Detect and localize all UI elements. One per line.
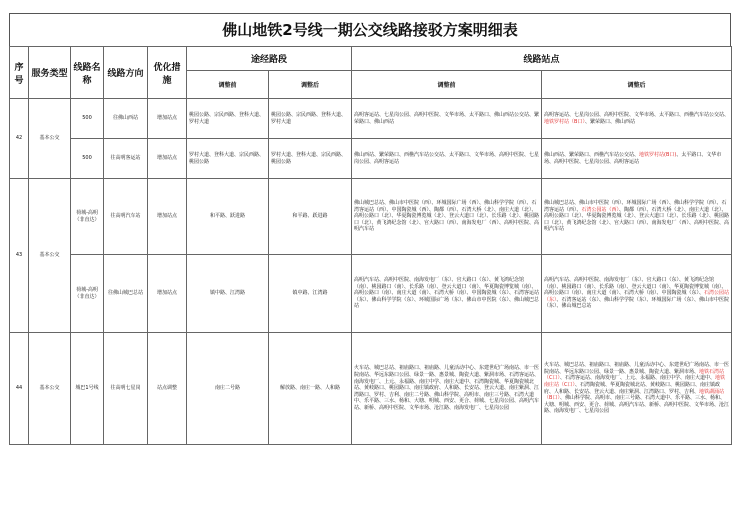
route-table-sheet	[9, 13, 731, 510]
cell-optimize: 增加站点	[148, 99, 187, 139]
stop-text: 高明汽车站、高明中医院、南海发电厂（东）、官大路口（东）、黄飞鸿纪念馆（南）、桃园路口（南）、长乐路（南）、登云大道口（南）、华夏陶瓷博览城（南）、高明公路口（南）、南庄大道（南）、石湾大桥（南）、中国陶瓷城（东）、	[544, 277, 727, 297]
cell-line: 城巴1号线	[71, 333, 104, 445]
header-route-before: 调整前	[187, 71, 269, 99]
cell-stops-after	[542, 99, 732, 139]
stop-text: 、佛山科学院、高明市、南庄三号路、石湾大道中、乐平路、三水、杨和、大塘、明城、西安、更合、荷城、高明汽车站、新桥、高明中医院、文华市场、沧江路、南海发电厂、七星岗公园	[544, 395, 730, 415]
cell-optimize: 增加站点	[148, 179, 187, 255]
cell-stops-after	[542, 179, 732, 255]
new-stop-highlight: 石湾公园站（东）	[544, 290, 730, 303]
stop-text: 、繁荣路口、佛山西站	[584, 118, 635, 125]
stop-text: 、石湾客运站、南海发电厂、上元、永福路、南庄中学、南庄大道中、	[560, 375, 716, 382]
header-seq: 序号	[10, 47, 29, 99]
stop-text: 火车站、城巴总站、祖庙路口、祖庙路、儿童活动中心、东建世纪广场南站、市一医院南站、华远东路口公园、绿景一路、惠景城、陶瓷大道、紫洞市场、	[544, 362, 730, 375]
cell-optimize: 增加站点	[148, 139, 187, 179]
header-service-type: 服务类型	[29, 47, 71, 99]
header-stops-before: 调整前	[352, 71, 542, 99]
stop-text: 、石湾客运站（东）、佛山科学学院（东）、环城国际广场（东）、佛山市中医院（东）、佛山城巴总站	[544, 296, 730, 310]
cell-seq: 43	[10, 179, 29, 333]
cell-line: 500	[71, 139, 104, 179]
cell-direction: 往高明客运站	[104, 139, 148, 179]
stop-text: 、石湾陶瓷城、华夏陶瓷城北站、黄岐路口、桃园路口、南庄镇政府、人和路、长安站、登云大道、南庄紫洞、江湾路口、罗村、吉利、	[544, 381, 721, 395]
cell-seq: 44	[10, 333, 29, 445]
header-optimize: 优化措施	[148, 47, 187, 99]
table-row	[10, 255, 732, 333]
table-row	[10, 139, 732, 179]
cell-stops-after	[542, 333, 732, 445]
cell-direction: 往高明汽车站	[104, 179, 148, 255]
cell-line: 500	[71, 99, 104, 139]
cell-direction: 往佛山城巴总站	[104, 255, 148, 333]
cell-service-type: 基本公交	[29, 179, 71, 333]
cell-route-before: 罗村大道、登科大道、宗民西路、桃园公路	[187, 139, 269, 179]
cell-optimize: 增加站点	[148, 255, 187, 333]
cell-stops-before: 高明汽车站、高明中医院、南海发电厂（东）、官大路口（东）、黄飞鸿纪念馆（南）、桃园路口（南）、长乐路（南）、登云大道口（南）、华夏陶瓷博览城（南）、高明公路口（南）、南庄大道（南）、石湾大桥（南）、中国陶瓷城（东）、石湾客运站（东）、佛山科学学院（东）、环城国际广场（东）、佛山市中医院（东）、佛山城巴总站	[352, 255, 542, 333]
stop-text: 佛山城巴总站、佛山市中医院（西）、环城国际广场（西）、佛山科学学院（西）、石湾客运站（西）、	[544, 200, 727, 213]
cell-direction: 往佛山西站	[104, 99, 148, 139]
header-stops-after: 调整后	[542, 71, 732, 99]
header-route-after: 调整后	[269, 71, 352, 99]
new-stop-highlight: 地铁南庄站（C口）	[544, 375, 726, 388]
table-row	[10, 99, 732, 139]
header-route-group: 途经路段	[187, 47, 352, 71]
new-stop-highlight: 地铁罗村站（B口）	[544, 118, 585, 125]
stop-text: 、陶都（西）、石湾大桥（北）、南庄大道（北）、高明公路口（北）、华夏陶瓷博览城（北）、登云大道口（北）、长乐路（北）、桃园路口（北）、黄飞鸿纪念馆（北）、官大路口（西）、南海发电厂（西）、高明中医院、高明汽车站	[544, 206, 730, 233]
cell-route-after: 罗村大道、登科大道、宗民西路、桃园公路	[269, 139, 352, 179]
route-table	[9, 46, 732, 445]
new-stop-highlight: 地铁石湾站（C口）	[544, 368, 725, 382]
cell-stops-before: 高明客运站、七星岗公园、高明中医院、文华市场、太平路口、佛山西站公交站、繁荣路口、佛山西站	[352, 99, 542, 139]
cell-route-after: 镇中路、江湾路	[269, 255, 352, 333]
cell-stops-after	[542, 139, 732, 179]
cell-service-type: 基本公交	[29, 99, 71, 179]
new-stop-highlight: 石湾公园站（西）	[581, 206, 620, 213]
new-stop-highlight: 地铁罗村站(B口)	[639, 151, 677, 158]
stop-text: 佛山西站、繁荣路口、西樵汽车站公交站、	[544, 151, 640, 158]
cell-route-before: 桃园公路、宗民西路、登科大道、罗村大道	[187, 99, 269, 139]
cell-direction: 往高明七星岗	[104, 333, 148, 445]
page-title: 佛山地铁2号线一期公交线路接驳方案明细表	[9, 13, 731, 47]
cell-stops-before: 火车站、城巴总站、祖庙路口、祖庙路、儿童活动中心、东建世纪广场南站、市一医院南站、华远东路口公园、绿景一路、惠景城、陶瓷大道、紫洞市场、石湾客运站、南海发电厂、上元、永福路、南庄中学、南庄大道中、石湾陶瓷城、华夏陶瓷城北站、黄岐路口、桃园路口、南庄镇政府、人和路、长安站、登云大道、南庄紫洞、江湾路口、罗村、吉利、南庄二号路、佛山科学院、高明市、南庄三号路、石湾大道中、乐平路、三水、杨和、大塘、明城、西安、更合、荷城、七星岗公园、高明汽车站、新桥、高明中医院、文华市场、沧江路、南海发电厂、七星岗公园	[352, 333, 542, 445]
cell-route-before: 南庄二号路	[187, 333, 269, 445]
cell-route-before: 和平路、跃进路	[187, 179, 269, 255]
cell-route-after: 解放路、南庄一路、人和路	[269, 333, 352, 445]
header-direction: 线路方向	[104, 47, 148, 99]
cell-service-type: 基本公交	[29, 333, 71, 445]
cell-seq: 42	[10, 99, 29, 179]
cell-route-before: 镇中路、江湾路	[187, 255, 269, 333]
cell-route-after: 桃园公路、宗民西路、登科大道、罗村大道	[269, 99, 352, 139]
stop-text: 高明客运站、七星岗公园、高明中医院、文华市场、太平路口、西樵汽车站公交站、	[544, 111, 730, 118]
stop-text: 、太平路口、文华市场、高明中医院、七星岗公园、高明客运站	[544, 151, 722, 165]
cell-optimize: 站点调整	[148, 333, 187, 445]
header-line-name: 线路名称	[71, 47, 104, 99]
cell-stops-before: 佛山城巴总站、佛山市中医院（西）、环城国际广场（西）、佛山科学学院（西）、石湾客运站（西）、中国陶瓷城（西）、陶都（西）、石湾大桥（北）、南庄大道（北）、高明公路口（北）、华夏陶瓷博览城（北）、登云大道口（北）、长乐路（北）、桃园路口（北）、黄飞鸿纪念馆（北）、官大路口（西）、南海发电厂（西）、高明中医院、高明汽车站	[352, 179, 542, 255]
cell-route-after: 和平路、跃进路	[269, 179, 352, 255]
table-row	[10, 179, 732, 255]
cell-line: 荷城-高明（非直达）	[71, 179, 104, 255]
header-stops-group: 线路站点	[352, 47, 732, 71]
cell-line: 荷城-高明（非直达）	[71, 255, 104, 333]
cell-stops-before: 佛山西站、繁荣路口、西樵汽车站公交站、太平路口、文华市场、高明中医院、七星岗公园、高明客运站	[352, 139, 542, 179]
new-stop-highlight: 地铁湖涌站（B口）	[544, 388, 725, 402]
cell-stops-after	[542, 255, 732, 333]
table-row	[10, 333, 732, 445]
